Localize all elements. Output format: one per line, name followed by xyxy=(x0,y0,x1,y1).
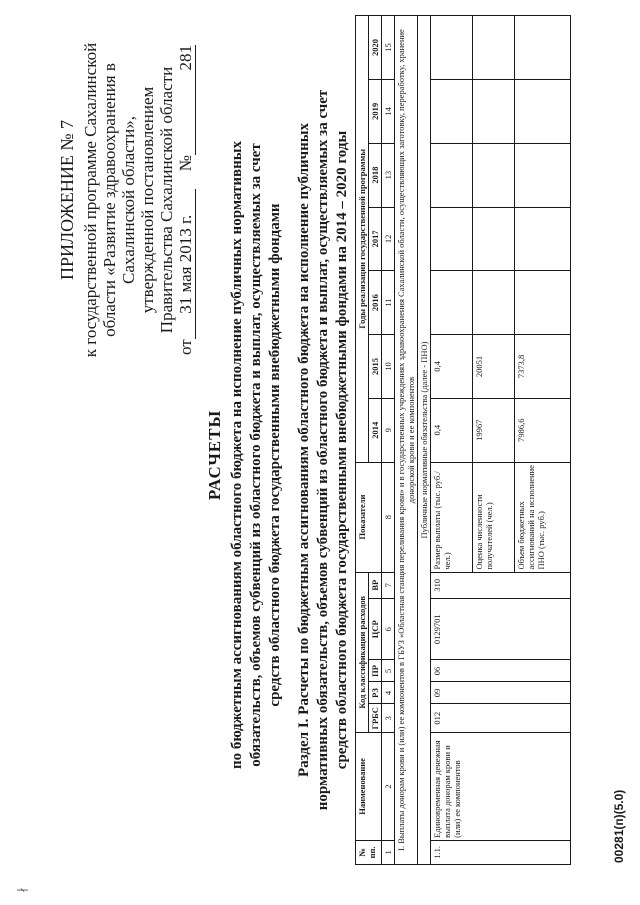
indicator-value: 7373,8 xyxy=(515,335,571,399)
indicator-value xyxy=(473,207,515,271)
header-year: 2018 xyxy=(369,143,382,207)
header-no: № пп. xyxy=(356,840,382,864)
indicator-value xyxy=(431,79,473,143)
header-pr: ПР xyxy=(369,660,382,682)
document-subtitle: по бюджетным ассигнованиям областного бюджета на исполнение публичных нормативных обязательств, объемов субвенций из областного бюджета и выплат, осуществляемых за счет средств областного бюджета государственными внебюджетными фондами xyxy=(229,140,283,770)
annex-number: ПРИЛОЖЕНИЕ № 7 xyxy=(57,119,77,281)
col-number: 6 xyxy=(382,598,395,660)
header-rz: РЗ xyxy=(369,682,382,704)
header-vr: ВР xyxy=(369,572,382,598)
calculations-table xyxy=(355,15,571,865)
indicator-value: 20051 xyxy=(473,335,515,399)
col-number: 12 xyxy=(382,207,395,271)
col-number: 10 xyxy=(382,335,395,399)
row-csr: 0129701 xyxy=(431,598,571,660)
indicator-value xyxy=(431,207,473,271)
approval-date: 31 мая 2013 г. xyxy=(176,189,196,339)
section-title: Раздел I. Расчеты по бюджетным ассигнованиям областного бюджета на исполнение публичных нормативных обязательств, объемов субвенций из областного бюджета и выплат, осуществляемых за счет средств областного бюджета государственными внебюджетными фондами на 2014 – 2020 годы xyxy=(296,89,350,811)
col-number: 9 xyxy=(382,398,395,462)
header-year: 2020 xyxy=(369,16,382,80)
indicator-value xyxy=(431,16,473,80)
indicator-value: 0,4 xyxy=(431,398,473,462)
header-grbs: ГРБС xyxy=(369,704,382,733)
row-number: 1.1. xyxy=(431,840,571,864)
annex-line-1: к государственной программе Сахалинской xyxy=(81,42,100,358)
annex-date-line xyxy=(176,35,196,365)
section-row: I. Выплаты донорам крови и (или) ее компонентов в ГБУЗ «Областная станция переливания крови» и в государственных учреждениях здравоохранения Сахалинской области, осуществляющих заготовку, переработку, хранение донорской крови и ее компонентов xyxy=(395,16,418,865)
col-number: 14 xyxy=(382,79,395,143)
annex-line-5: Правительства Сахалинской области xyxy=(157,66,176,334)
header-year: 2019 xyxy=(369,79,382,143)
pno-row: Публичные нормативные обязательства (далее - ПНО) xyxy=(418,16,431,865)
indicator-label: Оценка численности получателей (чел.) xyxy=(473,462,515,572)
indicator-label: Объем бюджетных ассигнований на исполнение ПНО (тыс. руб.) xyxy=(515,462,571,572)
header-name: Наименование xyxy=(356,733,382,841)
header-year: 2014 xyxy=(369,398,382,462)
col-number: 4 xyxy=(382,682,395,704)
indicator-value xyxy=(431,143,473,207)
indicator-value xyxy=(515,143,571,207)
header-year: 2017 xyxy=(369,207,382,271)
indicator-value xyxy=(431,271,473,335)
col-number: 11 xyxy=(382,271,395,335)
header-years-group: Годы реализации государственной программы xyxy=(356,16,369,463)
col-number: 1 xyxy=(382,840,395,864)
indicator-value xyxy=(473,143,515,207)
annex-line-3: Сахалинской области», xyxy=(119,116,138,284)
approval-number: 281 xyxy=(176,45,196,155)
col-number: 3 xyxy=(382,704,395,733)
corner-mark: ∤ xyxy=(16,887,30,893)
indicator-value: 19967 xyxy=(473,398,515,462)
indicator-value xyxy=(515,207,571,271)
col-number: 15 xyxy=(382,16,395,80)
row-vr: 310 xyxy=(431,572,571,598)
indicator-value xyxy=(515,79,571,143)
date-prefix: от xyxy=(176,339,195,355)
col-number: 7 xyxy=(382,572,395,598)
document-code: 00281(п)(5.0) xyxy=(612,789,626,863)
annex-header xyxy=(58,35,196,365)
row-pr: 06 xyxy=(431,660,571,682)
header-csr: ЦСР xyxy=(369,598,382,660)
indicator-value xyxy=(473,79,515,143)
indicator-value xyxy=(515,16,571,80)
col-number: 2 xyxy=(382,733,395,841)
indicator-value xyxy=(473,16,515,80)
indicator-value xyxy=(473,271,515,335)
annex-line-4: утвержденной постановлением xyxy=(138,86,157,314)
row-name: Единовременная денежная выплата донорам крови и (или) ее компонентов xyxy=(431,733,571,841)
col-number: 13 xyxy=(382,143,395,207)
header-indicator: Показатели xyxy=(356,462,382,572)
indicator-value: 0,4 xyxy=(431,335,473,399)
annex-line-2: области «Развитие здравоохранения в xyxy=(100,63,119,337)
header-year: 2015 xyxy=(369,335,382,399)
row-rz: 09 xyxy=(431,682,571,704)
row-grbs: 012 xyxy=(431,704,571,733)
number-sign: № xyxy=(176,155,195,172)
header-year: 2016 xyxy=(369,271,382,335)
col-number: 5 xyxy=(382,660,395,682)
indicator-value xyxy=(515,271,571,335)
indicator-value: 7986,6 xyxy=(515,398,571,462)
col-number: 8 xyxy=(382,462,395,572)
document-title: РАСЧЕТЫ xyxy=(205,409,224,501)
column-number-row xyxy=(382,16,395,865)
header-code-group: Код классификации расходов xyxy=(356,572,369,733)
indicator-label: Размер выплаты (тыс. руб./чел.) xyxy=(431,462,473,572)
